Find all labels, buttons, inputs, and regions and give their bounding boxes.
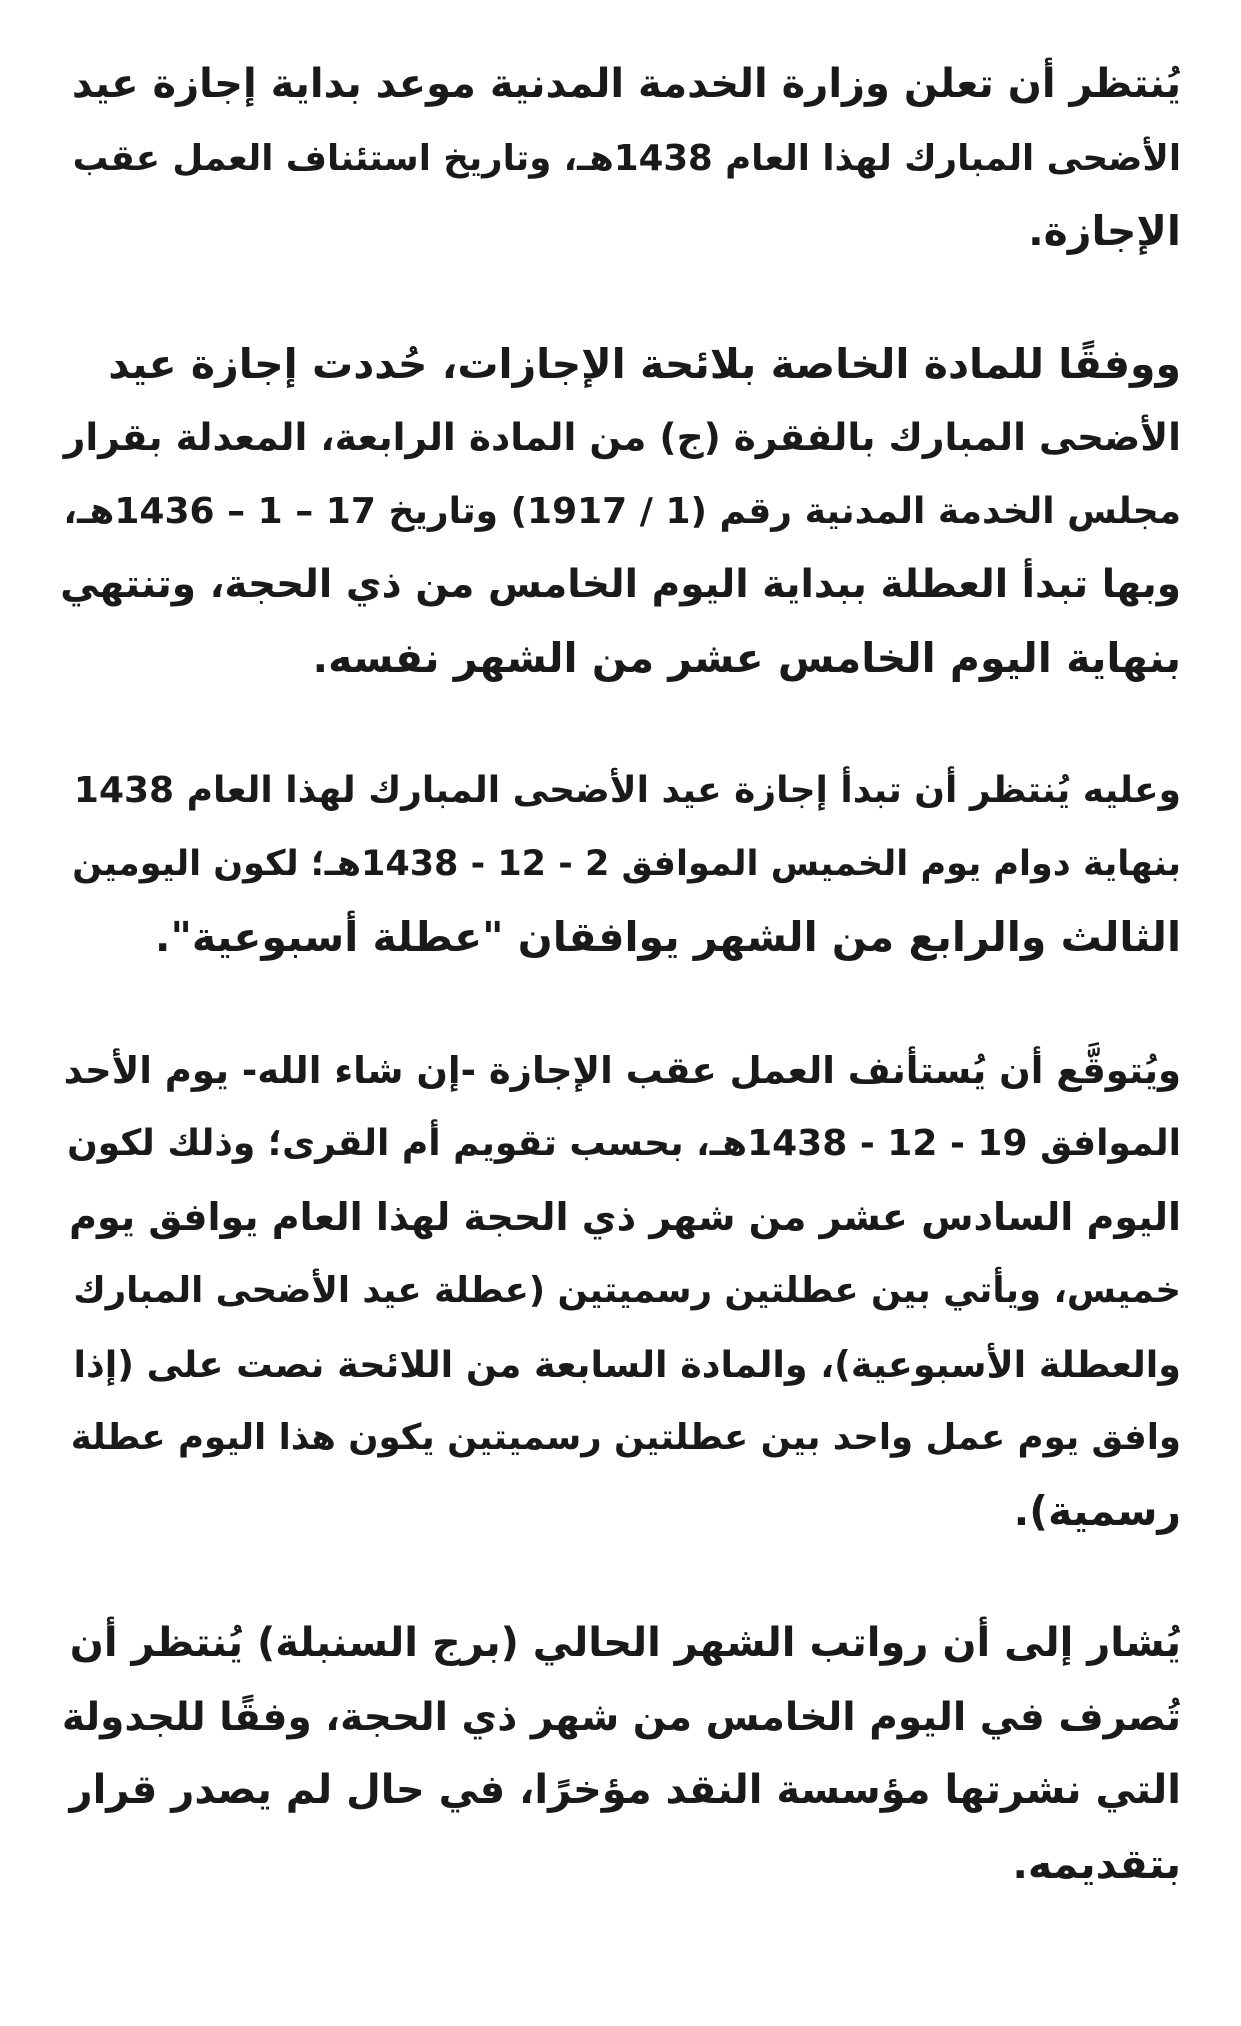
text-line: والعطلة الأسبوعية)، والمادة السابعة من اللائحة نصت على (إذا xyxy=(73,1342,1181,1386)
text-line: رسمية). xyxy=(1013,1486,1181,1535)
text-line: بنهاية اليوم الخامس عشر من الشهر نفسه. xyxy=(312,633,1181,682)
text-line: الموافق 19 - 12 - 1438هـ، بحسب تقويم أم القرى؛ وذلك لكون xyxy=(67,1123,1181,1164)
text-line: خميس، ويأتي بين عطلتين رسميتين (عطلة عيد الأضحى المبارك xyxy=(73,1270,1181,1311)
text-line: تُصرف في اليوم الخامس من شهر ذي الحجة، وفقًا للجدولة xyxy=(61,1694,1181,1740)
text-line: بنهاية دوام يوم الخميس الموافق 2 - 12 - 1438هـ؛ لكون اليومين xyxy=(72,843,1181,884)
text-line: ويُتوقَّع أن يُستأنف العمل عقب الإجازة -إن شاء الله- يوم الأحد xyxy=(63,1048,1181,1092)
text-line: يُشار إلى أن رواتب الشهر الحالي (برج السنبلة) يُنتظر أن xyxy=(69,1620,1181,1666)
article-body xyxy=(60,48,1181,1901)
text-line: اليوم السادس عشر من شهر ذي الحجة لهذا العام يوافق يوم xyxy=(69,1194,1181,1239)
text-line: التي نشرتها مؤسسة النقد مؤخرًا، في حال لم يصدر قرار xyxy=(69,1767,1181,1813)
text-line: وبها تبدأ العطلة ببداية اليوم الخامس من ذي الحجة، وتنتهي xyxy=(60,562,1181,607)
text-line: الأضحى المبارك لهذا العام 1438هـ، وتاريخ استئناف العمل عقب xyxy=(72,137,1181,179)
text-line: وعليه يُنتظر أن تبدأ إجازة عيد الأضحى المبارك لهذا العام 1438 xyxy=(73,770,1181,811)
text-line: ووفقًا للمادة الخاصة بلائحة الإجازات، حُددت إجازة عيد xyxy=(108,339,1181,388)
text-line: بتقديمه. xyxy=(1012,1839,1181,1888)
text-line: الأضحى المبارك بالفقرة (ج) من المادة الرابعة، المعدلة بقرار xyxy=(63,415,1181,459)
paragraph-leave-announcement xyxy=(60,48,1181,269)
text-line: يُنتظر أن تعلن وزارة الخدمة المدنية موعد بداية إجازة عيد xyxy=(71,61,1181,107)
paragraph-regulation xyxy=(60,328,1181,696)
text-line: الثالث والرابع من الشهر يوافقان "عطلة أسبوعية". xyxy=(154,913,1181,961)
text-line: الإجازة. xyxy=(1028,207,1181,255)
paragraph-leave-start xyxy=(60,754,1181,975)
paragraph-salaries xyxy=(60,1607,1181,1901)
paragraph-work-resumption xyxy=(60,1034,1181,1549)
text-line: وافق يوم عمل واحد بين عطلتين رسميتين يكون هذا اليوم عطلة xyxy=(70,1417,1181,1458)
text-line: مجلس الخدمة المدنية رقم (1 / 1917) وتاريخ 17 – 1 – 1436هـ، xyxy=(63,490,1181,532)
